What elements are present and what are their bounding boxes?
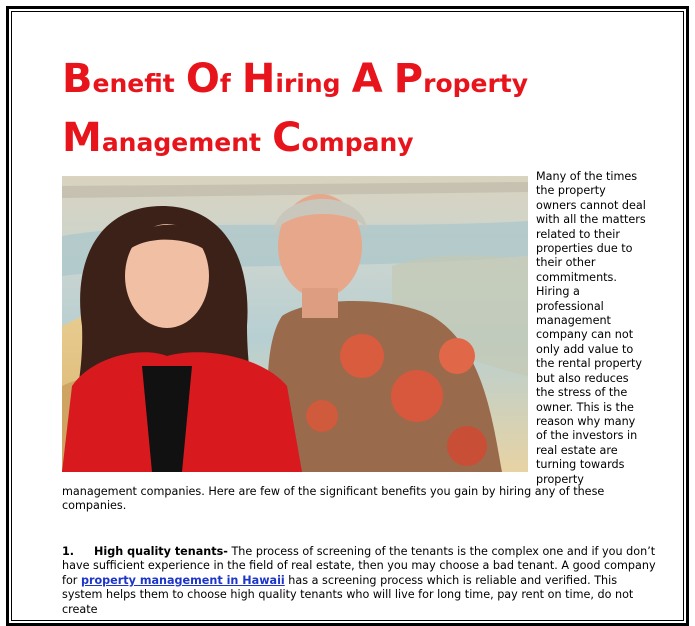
title-word: Hiring	[241, 56, 341, 102]
couple-photo	[62, 176, 528, 472]
title-word: Management	[62, 115, 261, 161]
title-word: A	[351, 56, 383, 102]
list-item	[62, 545, 658, 617]
property-management-hawaii-link[interactable]: property management in Hawaii	[80, 573, 285, 587]
list-heading: High quality tenants-	[94, 545, 228, 558]
title-word: Property	[393, 56, 529, 102]
list-text: The process of screening of the tenants is the complex one and if you don’t have sufficient experience in the field of real estate, then you may choose a bad tenant. A good company for	[62, 545, 656, 587]
article-title	[62, 52, 582, 170]
title-word: Of	[185, 56, 231, 102]
list-number: 1.	[62, 545, 75, 558]
intro-text-continued: management companies. Here are few of the significant benefits you gain by hiring any of these companies.	[62, 485, 605, 513]
title-word: Benefit	[62, 56, 175, 102]
intro-text-side: Many of the times the property owners cannot deal with all the matters related to their properties due to their other commitments. Hiring a professional management company can not only add value to the rental property but also reduces the stress of the owner. This is the reason why many of the investors in real estate are turning towards property	[536, 170, 646, 486]
title-word: Company	[272, 115, 414, 161]
list-text-continued: has a screening process which is reliable and verified. This system helps them to choose high quality tenants who will live for long time, pay rent on time, do not create	[62, 573, 634, 616]
